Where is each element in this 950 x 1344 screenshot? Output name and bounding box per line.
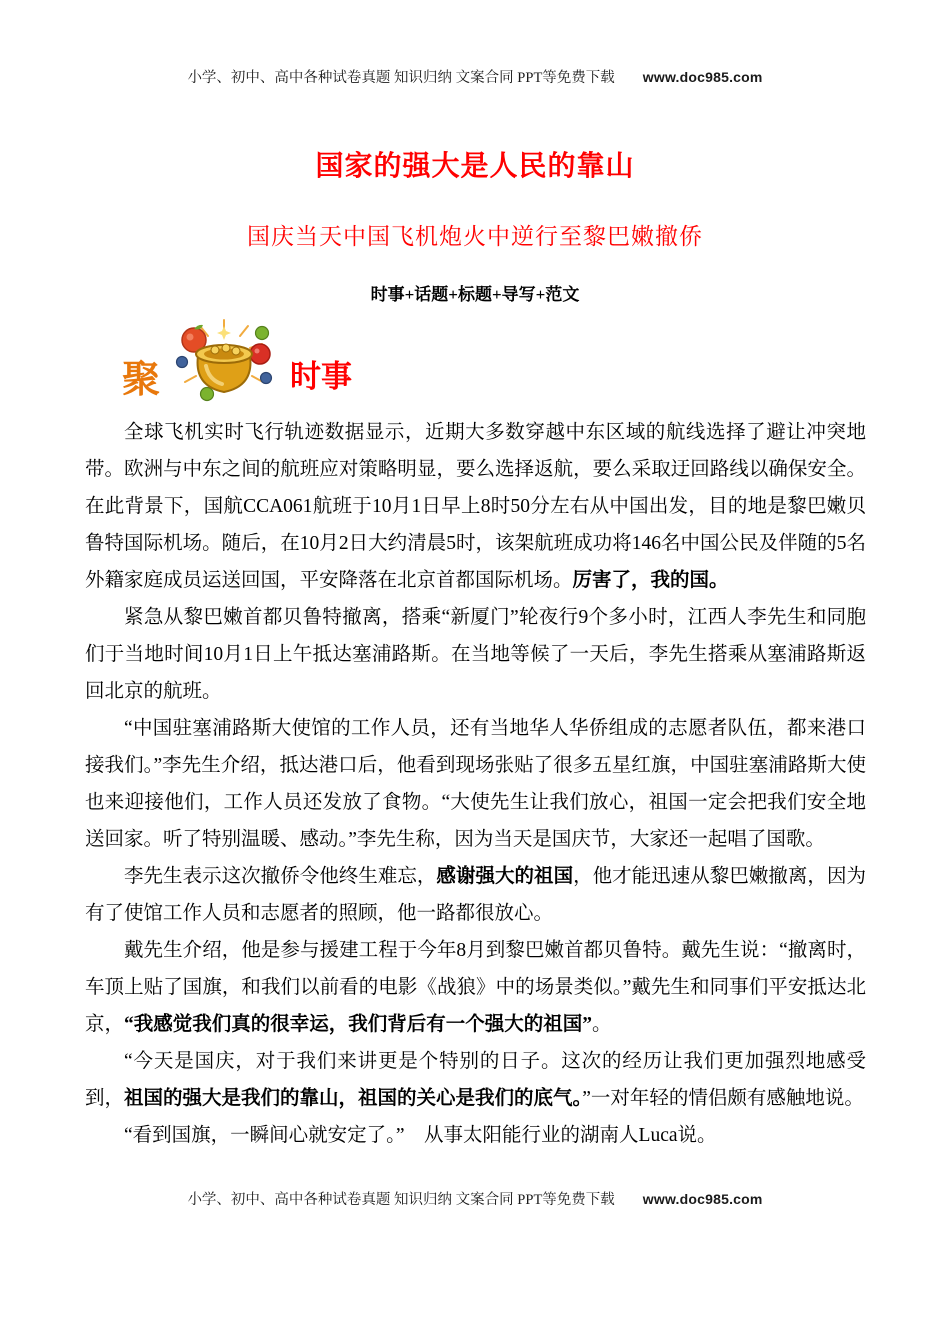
- emphasis-text: 厉害了，我的国。: [572, 570, 729, 591]
- page-subtitle: 国庆当天中国飞机炮火中逆行至黎巴嫩撤侨: [247, 224, 703, 249]
- article-paragraph: [85, 1117, 866, 1154]
- treasure-pot-icon: [160, 314, 288, 415]
- article-paragraph: [85, 599, 866, 710]
- article-paragraph: [85, 710, 866, 858]
- section-badge: [122, 316, 352, 412]
- header-site-url: www.doc985.com: [642, 69, 763, 85]
- emphasis-text: 感谢强大的祖国: [436, 866, 574, 887]
- header-note: [0, 66, 950, 89]
- body-text: “看到国旗，一瞬间心就安定了。” 从事太阳能行业的湖南人Luca说。: [124, 1125, 717, 1146]
- page-title: 国家的强大是人民的靠山: [315, 150, 635, 181]
- body-text: 戴先生介绍，他是参与援建工程于今年8月到黎巴嫩首都贝鲁特。戴先生说：“撤离时，车顶上贴了国旗，和我们以前看的电影《战狼》中的场景类似。”戴先生和同事们平安抵达北京，: [85, 940, 866, 1035]
- footer-site-url: www.doc985.com: [642, 1191, 763, 1207]
- body-text: 李先生表示这次撤侨令他终生难忘，: [124, 866, 437, 887]
- body-text: “今天是国庆，对于我们来讲更是个特别的日子。这次的经历让我们更加强烈地感受到，: [85, 1051, 866, 1109]
- body-text: ”一对年轻的情侣颇有感触地说。: [582, 1088, 864, 1109]
- emphasis-text: 祖国的强大是我们的靠山，祖国的关心是我们的底气。: [124, 1088, 583, 1109]
- header-note-text: 小学、初中、高中各种试卷真题 知识归纳 文案合同 PPT等免费下载: [187, 70, 615, 86]
- article-paragraph: [85, 932, 866, 1043]
- body-text: 全球飞机实时飞行轨迹数据显示，近期大多数穿越中东区域的航线选择了避让冲突地带。欧洲与中东之间的航班应对策略明显，要么选择返航，要么采取迂回路线以确保安全。在此背景下，国航CCA061航班于10月1日早上8时50分左右从中国出发，目的地是黎巴嫩贝鲁特国际机场。随后，在10月2日大约清晨5时，该架航班成功将146名中国公民及伴随的5名外籍家庭成员运送回国，平安降落在北京首都国际机场。: [85, 422, 866, 591]
- article-body: [85, 414, 866, 1154]
- article-paragraph: [85, 858, 866, 932]
- emphasis-text: “我感觉我们真的很幸运，我们背后有一个强大的祖国”: [124, 1014, 593, 1035]
- badge-suffix: 时事: [290, 358, 353, 394]
- badge-prefix: 聚: [122, 358, 161, 401]
- article-paragraph: [85, 414, 866, 599]
- footer-note-text: 小学、初中、高中各种试卷真题 知识归纳 文案合同 PPT等免费下载: [187, 1192, 615, 1208]
- footer-note: [0, 1188, 950, 1211]
- article-paragraph: [85, 1043, 866, 1117]
- body-text: 。: [592, 1014, 612, 1035]
- body-text: ，他才能迅速从黎巴嫩撤离，因为有了使馆工作人员和志愿者的照顾，他一路都很放心。: [85, 866, 866, 924]
- body-text: 紧急从黎巴嫩首都贝鲁特撤离，搭乘“新厦门”轮夜行9个多小时，江西人李先生和同胞们于当地时间10月1日上午抵达塞浦路斯。在当地等候了一天后，李先生搭乘从塞浦路斯返回北京的航班。: [85, 607, 866, 702]
- tagline: 时事+话题+标题+导写+范文: [370, 285, 580, 304]
- body-text: “中国驻塞浦路斯大使馆的工作人员，还有当地华人华侨组成的志愿者队伍，都来港口接我们。”李先生介绍，抵达港口后，他看到现场张贴了很多五星红旗，中国驻塞浦路斯大使也来迎接他们，工作人员还发放了食物。“大使先生让我们放心，祖国一定会把我们安全地送回家。听了特别温暖、感动。”李先生称，因为当天是国庆节，大家还一起唱了国歌。: [85, 718, 866, 850]
